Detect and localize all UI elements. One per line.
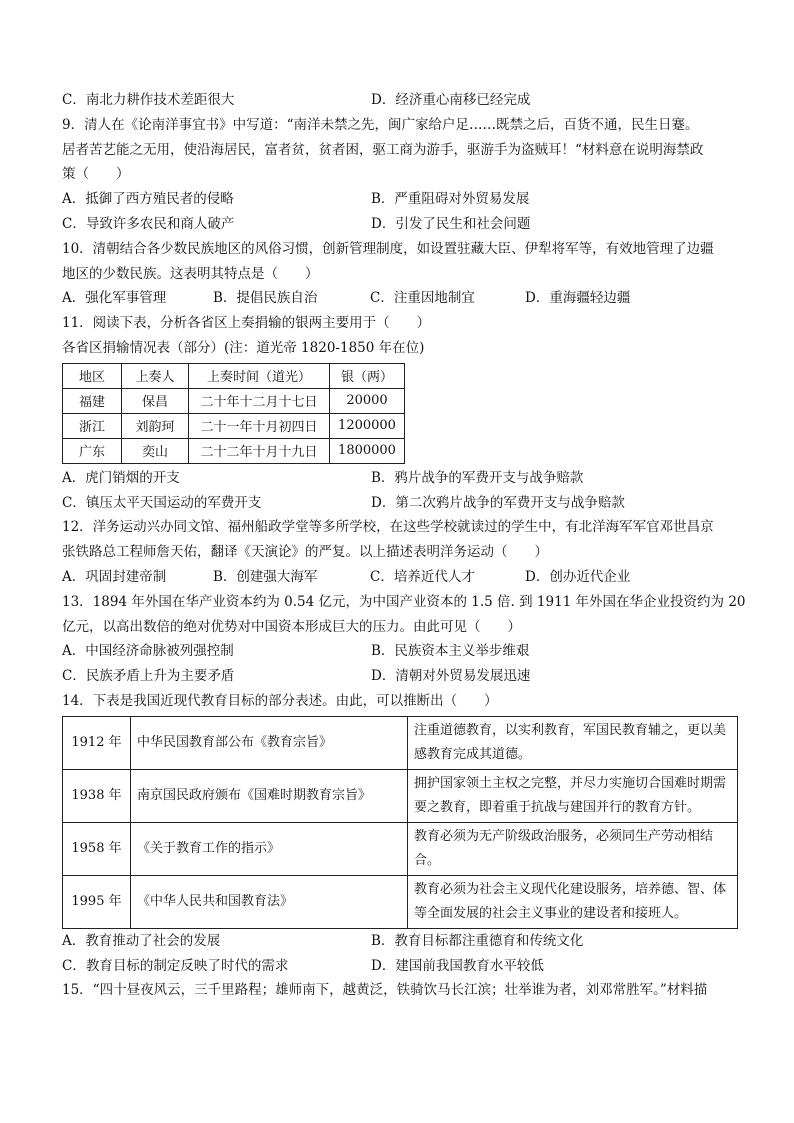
table-row: [63, 413, 405, 438]
table-cell: 广东: [63, 438, 122, 463]
table-cell-content: 拥护国家领土主权之完整，并尽力实施切合国难时期需要之教育，即着重于抗战与建国并行的教育方针。: [408, 769, 738, 822]
q8-option-d[interactable]: D．经济重心南移已经完成: [371, 92, 531, 108]
q11-option-b[interactable]: B．鸦片战争的军费开支与战争赔款: [371, 469, 584, 486]
table-cell-content: 教育必须为无产阶级政治服务，必须同生产劳动相结合。: [408, 822, 738, 875]
table-header-cell: 上奏人: [122, 363, 189, 388]
q12-option-b[interactable]: B．创建强大海军: [213, 568, 318, 585]
q9-option-c[interactable]: C．导致许多农民和商人破产: [62, 215, 235, 232]
table-cell-year: 1912 年: [63, 716, 131, 769]
q10-option-b[interactable]: B．提倡民族自治: [213, 290, 318, 307]
q11-table: [62, 363, 405, 464]
q10-option-a[interactable]: A．强化军事管理: [62, 290, 167, 307]
table-cell-document: 中华民国教育部公布《教育宗旨》: [131, 716, 408, 769]
q9-stem-line-1: 9．清人在《论南洋事宜书》中写道：“南洋未禁之先，闽广家给户足……既禁之后，百货不通，民生日蹇。: [62, 116, 699, 133]
q9-option-d[interactable]: D．引发了民生和社会问题: [371, 215, 531, 232]
q13-options-row-1: [62, 639, 738, 664]
q13-option-a[interactable]: A．中国经济命脉被列强控制: [62, 643, 234, 660]
q9-option-b[interactable]: B．严重阻碍对外贸易发展: [371, 191, 530, 208]
q13-option-b[interactable]: B．民族资本主义举步维艰: [371, 643, 530, 660]
table-cell: 浙江: [63, 413, 122, 438]
q13-option-c[interactable]: C．民族矛盾上升为主要矛盾: [62, 668, 235, 685]
q12-stem-line-2: 张铁路总工程师詹天佑，翻译《天演论》的严复。以上描述表明洋务运动（ ）: [62, 544, 548, 561]
table-cell: 奕山: [122, 438, 189, 463]
table-header-cell: 地区: [63, 363, 122, 388]
q13-stem-line-1: 13．1894 年外国在华产业资本约为 0.54 亿元，为中国产业资本的 1.5 倍. 到 1911 年外国在华企业投资约为 20: [62, 593, 746, 610]
table-cell-year: 1958 年: [63, 822, 131, 875]
q8-option-c[interactable]: C．南北力耕作技术差距很大: [62, 92, 235, 108]
q14-stem: 14．下表是我国近现代教育目标的部分表述。由此，可以推断出（ ）: [62, 692, 498, 709]
q13-option-d[interactable]: D．清朝对外贸易发展迅速: [371, 668, 531, 685]
q14-option-c[interactable]: C．教育目标的制定反映了时代的需求: [62, 957, 289, 974]
table-row: [63, 388, 405, 413]
q11-option-d[interactable]: D．第二次鸦片战争的军费开支与战争赔款: [371, 494, 625, 511]
q9-stem-line-3: 策（ ）: [62, 166, 130, 183]
table-cell: 1200000: [330, 413, 405, 438]
q14-options-row-1: [62, 929, 738, 954]
q9-options-row-1: [62, 187, 738, 212]
table-cell-content: 教育必须为社会主义现代化建设服务，培养德、智、体等全面发展的社会主义事业的建设者和接班人。: [408, 875, 738, 928]
q11-option-a[interactable]: A．虎门销烟的开支: [62, 469, 180, 486]
q13-options-row-2: [62, 664, 738, 689]
q10-options: [62, 286, 738, 311]
q14-options-row-2: [62, 954, 738, 979]
q10-option-d[interactable]: D．重海疆轻边疆: [525, 290, 631, 307]
exam-page: [62, 88, 746, 1003]
q9-option-a[interactable]: A．抵御了西方殖民者的侵略: [62, 191, 234, 208]
q14-option-a[interactable]: A．教育推动了社会的发展: [62, 932, 221, 949]
table-cell: 二十二年十月十九日: [189, 438, 330, 463]
table-cell: 二十一年十月初四日: [189, 413, 330, 438]
table-row: [63, 822, 738, 875]
table-cell-content: 注重道德教育，以实利教育，军国民教育辅之，更以美感教育完成其道德。: [408, 716, 738, 769]
q10-stem-line-1: 10．清朝结合各少数民族地区的风俗习惯，创新管理制度，如设置驻藏大臣、伊犁将军等，有效地管理了边疆: [62, 240, 714, 257]
q15-stem-line-1: 15．“四十昼夜风云，三千里路程；雄师南下，越黄泛，铁骑饮马长江滨；壮举谁为者，刘邓常胜军。”材料描: [62, 982, 708, 999]
table-row: [63, 769, 738, 822]
q9-stem-line-2: 居者苦艺能之无用，使沿海居民，富者贫，贫者困，驱工商为游手，驱游手为盗贼耳！“材料意在说明海禁政: [62, 141, 704, 158]
table-cell: 保昌: [122, 388, 189, 413]
q11-options-row-1: [62, 466, 738, 491]
q12-options: [62, 565, 738, 590]
table-cell-year: 1995 年: [63, 875, 131, 928]
table-header-cell: 银（两）: [330, 363, 405, 388]
table-header-row: [63, 363, 405, 388]
table-row: [63, 716, 738, 769]
table-cell: 20000: [330, 388, 405, 413]
table-cell: 福建: [63, 388, 122, 413]
q8-options: [62, 88, 738, 113]
q14-option-d[interactable]: D．建国前我国教育水平较低: [371, 957, 544, 974]
table-header-cell: 上奏时间（道光）: [189, 363, 330, 388]
q10-stem-line-2: 地区的少数民族。这表明其特点是（ ）: [62, 265, 319, 282]
table-cell-year: 1938 年: [63, 769, 131, 822]
table-cell-document: 《中华人民共和国教育法》: [131, 875, 408, 928]
q12-stem-line-1: 12．洋务运动兴办同文馆、福州船政学堂等多所学校，在这些学校就读过的学生中，有北洋海军军官邓世昌京: [62, 519, 714, 536]
table-cell: 刘韵珂: [122, 413, 189, 438]
q13-stem-line-2: 亿元，以高出数倍的绝对优势对中国资本形成巨大的压力。由此可见（ ）: [62, 618, 521, 635]
q11-option-c[interactable]: C．镇压太平天国运动的军费开支: [62, 494, 262, 511]
q14-option-b[interactable]: B．教育目标都注重德育和传统文化: [371, 932, 584, 949]
table-row: [63, 875, 738, 928]
table-cell: 二十年十二月十七日: [189, 388, 330, 413]
table-row: [63, 438, 405, 463]
table-cell-document: 南京国民政府颁布《国难时期教育宗旨》: [131, 769, 408, 822]
q12-option-c[interactable]: C．培养近代人才: [370, 568, 475, 585]
q11-options-row-2: [62, 491, 738, 516]
table-cell-document: 《关于教育工作的指示》: [131, 822, 408, 875]
q10-option-c[interactable]: C．注重因地制宜: [370, 290, 475, 307]
q11-table-caption: 各省区捐输情况表（部分）(注：道光帝 1820-1850 年在位): [62, 339, 425, 356]
q12-option-a[interactable]: A．巩固封建帝制: [62, 568, 167, 585]
q14-table: [62, 716, 738, 929]
table-cell: 1800000: [330, 438, 405, 463]
q12-option-d[interactable]: D．创办近代企业: [525, 568, 631, 585]
q11-stem: 11．阅读下表，分析各省区上奏捐输的银两主要用于（ ）: [62, 315, 431, 332]
q9-options-row-2: [62, 212, 738, 237]
